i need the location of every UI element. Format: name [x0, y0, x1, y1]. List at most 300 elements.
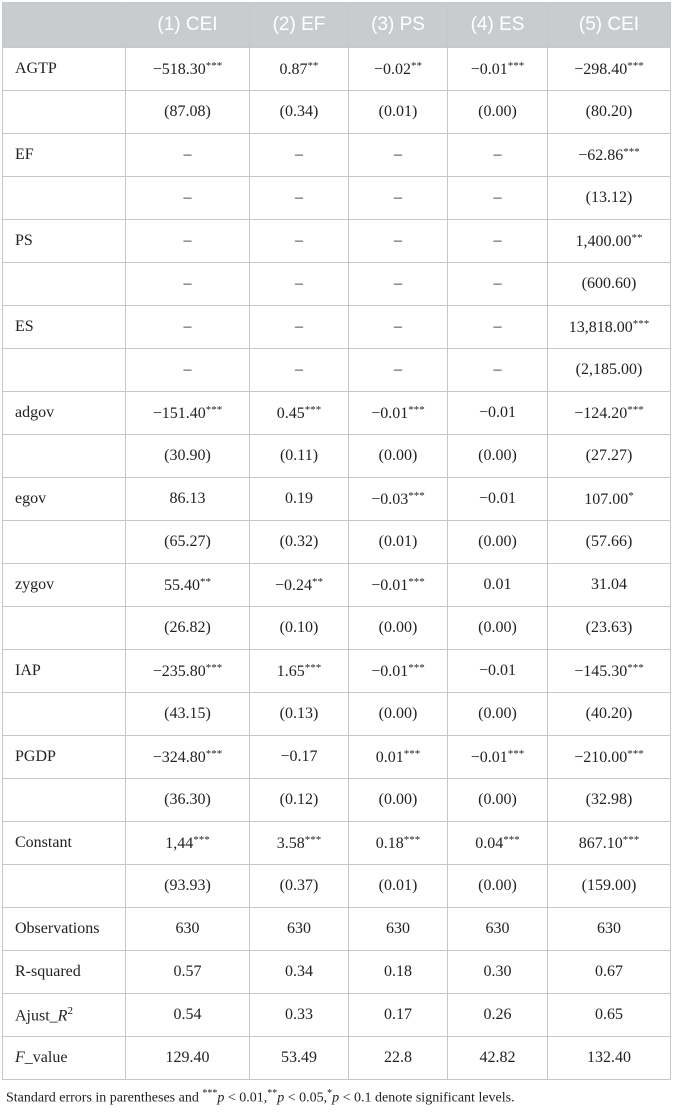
cell-value: (93.93) — [164, 877, 211, 894]
row-label-sup: 2 — [67, 1004, 73, 1017]
row-label — [3, 1037, 126, 1080]
table-row — [3, 1037, 671, 1080]
significance-stars: *** — [408, 575, 425, 588]
table-cell — [250, 951, 349, 994]
cell-value: (0.11) — [279, 447, 319, 464]
cell-value: – — [183, 146, 192, 163]
table-cell — [349, 865, 448, 908]
cell-value: 53.49 — [281, 1049, 317, 1066]
table-cell — [126, 91, 250, 134]
cell-value: (0.00) — [478, 103, 517, 120]
table-cell — [349, 779, 448, 822]
cell-value: (0.32) — [279, 533, 319, 550]
table-row — [3, 994, 671, 1037]
table-cell — [250, 650, 349, 693]
table-cell — [126, 1037, 250, 1080]
table-cell — [349, 994, 448, 1037]
row-label: AGTP — [3, 48, 126, 91]
footnote-stars: ** — [267, 1088, 278, 1099]
row-label: Observations — [3, 908, 126, 951]
table-row — [3, 220, 671, 263]
table-row — [3, 564, 671, 607]
table-cell — [448, 779, 548, 822]
row-label — [3, 994, 126, 1037]
table-cell — [448, 435, 548, 478]
row-label — [3, 349, 126, 392]
cell-value: 630 — [287, 920, 311, 937]
row-label — [3, 693, 126, 736]
footnote-text: Standard errors in parentheses and — [6, 1090, 203, 1106]
significance-stars: *** — [507, 59, 525, 72]
cell-value: – — [183, 318, 192, 335]
header-cell-blank — [3, 3, 126, 48]
table-cell — [126, 908, 250, 951]
table-cell — [548, 607, 671, 650]
cell-value: – — [493, 232, 502, 249]
row-label: IAP — [3, 650, 126, 693]
cell-value: (0.00) — [378, 619, 418, 636]
cell-value: 630 — [175, 920, 200, 937]
table-row — [3, 908, 671, 951]
table-cell — [250, 607, 349, 650]
table-row — [3, 134, 671, 177]
table-cell — [126, 392, 250, 435]
table-cell — [548, 822, 671, 865]
table-cell — [349, 693, 448, 736]
header-cell-model-4: (4) ES — [448, 3, 548, 48]
table-cell — [548, 134, 671, 177]
cell-value: −210.00 — [574, 748, 628, 766]
cell-value: (13.12) — [585, 189, 633, 206]
cell-value: 0.18 — [384, 963, 412, 980]
table-cell — [349, 392, 448, 435]
cell-value: 0.54 — [173, 1006, 202, 1023]
cell-value: – — [394, 275, 402, 292]
table-cell — [448, 48, 548, 91]
significance-stars: *** — [403, 833, 421, 846]
cell-value: 1.65 — [276, 662, 305, 680]
cell-value: 31.04 — [591, 576, 627, 593]
cell-value: – — [183, 275, 192, 292]
cell-value: – — [493, 318, 502, 335]
cell-value: −0.01 — [371, 576, 409, 594]
table-cell — [126, 564, 250, 607]
table-cell — [548, 693, 671, 736]
row-label — [3, 521, 126, 564]
table-cell — [548, 564, 671, 607]
significance-stars: ** — [312, 575, 324, 588]
regression-table — [2, 2, 671, 1080]
significance-stars: *** — [627, 661, 644, 674]
table-cell — [448, 994, 548, 1037]
cell-value: (0.00) — [378, 791, 418, 808]
cell-value: – — [394, 189, 402, 206]
table-cell — [448, 822, 548, 865]
cell-value: 86.13 — [169, 490, 206, 507]
cell-value: (0.00) — [478, 791, 517, 808]
table-cell — [250, 263, 349, 306]
cell-value: −0.01 — [478, 662, 517, 679]
cell-value: (0.01) — [378, 877, 418, 894]
table-cell — [349, 177, 448, 220]
cell-value: (159.00) — [581, 877, 637, 894]
significance-stars: *** — [193, 833, 210, 846]
significance-stars: *** — [205, 403, 223, 416]
cell-value: (0.00) — [478, 619, 517, 636]
cell-value: – — [295, 318, 303, 335]
cell-value: – — [493, 275, 502, 292]
cell-value: – — [183, 189, 192, 206]
table-cell — [126, 134, 250, 177]
cell-value: (0.13) — [279, 705, 319, 722]
table-cell — [548, 994, 671, 1037]
table-cell — [548, 521, 671, 564]
row-label: adgov — [3, 392, 126, 435]
row-label: R-squared — [3, 951, 126, 994]
table-cell — [548, 91, 671, 134]
table-cell — [349, 306, 448, 349]
table-cell — [349, 48, 448, 91]
table-cell — [448, 908, 548, 951]
table-cell — [126, 435, 250, 478]
table-cell — [349, 908, 448, 951]
significance-stars: *** — [205, 661, 223, 674]
table-row — [3, 865, 671, 908]
cell-value: 0.01 — [375, 748, 404, 766]
table-cell — [548, 263, 671, 306]
cell-value: (65.27) — [164, 533, 211, 550]
cell-value: 132.40 — [587, 1049, 631, 1066]
table-row — [3, 91, 671, 134]
table-cell — [126, 822, 250, 865]
cell-value: (0.00) — [478, 877, 517, 894]
table-cell — [548, 650, 671, 693]
table-cell — [448, 220, 548, 263]
cell-value: −0.01 — [470, 60, 508, 78]
cell-value: – — [394, 361, 402, 378]
table-cell — [126, 263, 250, 306]
row-label-italic: R — [57, 1007, 68, 1025]
table-row — [3, 435, 671, 478]
cell-value: 0.17 — [384, 1006, 412, 1023]
table-cell — [349, 91, 448, 134]
table-cell — [126, 48, 250, 91]
cell-value: – — [493, 189, 502, 206]
table-row — [3, 478, 671, 521]
cell-value: 0.04 — [475, 834, 504, 852]
table-cell — [250, 435, 349, 478]
table-cell — [448, 177, 548, 220]
table-cell — [250, 1037, 349, 1080]
cell-value: −0.01 — [371, 662, 409, 680]
table-row — [3, 521, 671, 564]
footnote-p: p — [217, 1090, 225, 1106]
significance-stars: *** — [403, 747, 421, 760]
row-label-text: _value — [24, 1049, 68, 1066]
cell-value: 55.40 — [164, 576, 200, 594]
table-cell — [250, 865, 349, 908]
cell-value: (0.10) — [279, 619, 319, 636]
significance-stars: ** — [411, 59, 423, 72]
row-label: egov — [3, 478, 126, 521]
table-cell — [448, 865, 548, 908]
table-cell — [548, 736, 671, 779]
cell-value: 0.33 — [285, 1006, 313, 1023]
table-cell — [548, 865, 671, 908]
table-cell — [250, 177, 349, 220]
table-row — [3, 607, 671, 650]
cell-value: 0.57 — [173, 963, 202, 980]
cell-value: −0.03 — [371, 490, 409, 508]
table-row — [3, 736, 671, 779]
cell-value: 13,818.00 — [568, 318, 633, 336]
row-label: ES — [3, 306, 126, 349]
table-cell — [250, 822, 349, 865]
table-cell — [250, 306, 349, 349]
cell-value: (0.00) — [378, 447, 418, 464]
cell-value: −0.17 — [280, 748, 318, 765]
footnote-stars: * — [327, 1088, 333, 1099]
regression-table-container — [2, 2, 670, 1080]
table-cell — [349, 951, 448, 994]
table-row — [3, 693, 671, 736]
significance-stars: *** — [627, 403, 644, 416]
table-cell — [349, 263, 448, 306]
cell-value: – — [295, 232, 303, 249]
cell-value: (26.82) — [164, 619, 211, 636]
cell-value: (57.66) — [585, 533, 633, 550]
table-cell — [548, 1037, 671, 1080]
table-row — [3, 263, 671, 306]
significance-stars: *** — [408, 661, 425, 674]
cell-value: 630 — [485, 920, 510, 937]
cell-value: (0.37) — [279, 877, 319, 894]
cell-value: 1,44 — [165, 834, 194, 852]
row-label: Constant — [3, 822, 126, 865]
table-cell — [548, 392, 671, 435]
cell-value: 630 — [597, 920, 621, 937]
cell-value: −62.86 — [578, 146, 624, 164]
table-cell — [448, 349, 548, 392]
significance-stars: *** — [507, 747, 525, 760]
cell-value: 0.45 — [276, 404, 305, 422]
table-cell — [126, 994, 250, 1037]
significance-stars: *** — [304, 661, 322, 674]
cell-value: −151.40 — [152, 404, 206, 422]
table-cell — [126, 177, 250, 220]
footnote-text: < 0.05, — [284, 1090, 328, 1106]
cell-value: – — [183, 361, 192, 378]
table-cell — [349, 521, 448, 564]
cell-value: (0.12) — [279, 791, 319, 808]
header-cell-model-3: (3) PS — [349, 3, 448, 48]
cell-value: – — [493, 146, 502, 163]
table-cell — [126, 521, 250, 564]
table-cell — [448, 650, 548, 693]
table-cell — [250, 91, 349, 134]
cell-value: (0.00) — [478, 705, 517, 722]
cell-value: (0.00) — [478, 447, 517, 464]
table-cell — [548, 177, 671, 220]
cell-value: −0.01 — [478, 404, 517, 421]
cell-value: – — [183, 232, 192, 249]
cell-value: −235.80 — [152, 662, 206, 680]
cell-value: (87.08) — [164, 103, 211, 120]
table-cell — [250, 564, 349, 607]
table-cell — [448, 1037, 548, 1080]
significance-stars: *** — [205, 59, 223, 72]
cell-value: (80.20) — [585, 103, 633, 120]
cell-value: 0.67 — [595, 963, 623, 980]
table-cell — [448, 607, 548, 650]
cell-value: – — [493, 361, 502, 378]
row-label — [3, 263, 126, 306]
table-cell — [250, 994, 349, 1037]
table-cell — [548, 435, 671, 478]
table-cell — [250, 48, 349, 91]
cell-value: – — [295, 361, 303, 378]
cell-value: (2,185.00) — [575, 361, 643, 378]
footnote-text: < 0.01, — [224, 1090, 268, 1106]
table-cell — [448, 306, 548, 349]
cell-value: (0.01) — [378, 533, 418, 550]
cell-value: 129.40 — [165, 1049, 210, 1066]
row-label: zygov — [3, 564, 126, 607]
significance-stars: *** — [632, 317, 650, 330]
table-cell — [349, 822, 448, 865]
footnote-text: < 0.1 denote significant levels. — [339, 1090, 515, 1106]
table-cell — [448, 392, 548, 435]
row-label — [3, 865, 126, 908]
cell-value: (43.15) — [164, 705, 211, 722]
table-cell — [250, 478, 349, 521]
table-cell — [349, 650, 448, 693]
header-row — [3, 3, 671, 48]
cell-value: 0.19 — [285, 490, 313, 507]
table-cell — [126, 736, 250, 779]
table-cell — [250, 736, 349, 779]
cell-value: – — [394, 146, 402, 163]
cell-value: 0.34 — [285, 963, 313, 980]
table-cell — [349, 607, 448, 650]
table-cell — [448, 478, 548, 521]
cell-value: (0.00) — [378, 705, 418, 722]
cell-value: −518.30 — [152, 60, 206, 78]
header-cell-model-1: (1) CEI — [126, 3, 250, 48]
cell-value: (30.90) — [164, 447, 211, 464]
table-row — [3, 349, 671, 392]
cell-value: – — [295, 146, 303, 163]
table-cell — [548, 478, 671, 521]
cell-value: – — [394, 318, 402, 335]
cell-value: 0.30 — [483, 963, 512, 980]
table-cell — [250, 908, 349, 951]
cell-value: 0.18 — [375, 834, 404, 852]
table-cell — [548, 220, 671, 263]
cell-value: – — [295, 275, 303, 292]
row-label — [3, 779, 126, 822]
cell-value: 42.82 — [479, 1049, 516, 1066]
significance-stars: ** — [631, 231, 643, 244]
significance-stars: *** — [627, 59, 644, 72]
significance-stars: *** — [304, 833, 322, 846]
significance-stars: *** — [304, 403, 322, 416]
table-row — [3, 392, 671, 435]
header-cell-model-5: (5) CEI — [548, 3, 671, 48]
cell-value: – — [394, 232, 402, 249]
table-cell — [126, 951, 250, 994]
table-cell — [250, 349, 349, 392]
table-row — [3, 951, 671, 994]
table-row — [3, 48, 671, 91]
cell-value: 3.58 — [276, 834, 305, 852]
table-cell — [448, 91, 548, 134]
row-label: EF — [3, 134, 126, 177]
footnote-stars: *** — [202, 1088, 218, 1099]
significance-stars: *** — [622, 833, 640, 846]
table-cell — [448, 521, 548, 564]
table-body — [3, 48, 671, 1080]
table-cell — [126, 693, 250, 736]
cell-value: −298.40 — [574, 60, 628, 78]
row-label: PS — [3, 220, 126, 263]
cell-value: 0.65 — [595, 1006, 623, 1023]
cell-value: −124.20 — [574, 404, 628, 422]
table-cell — [448, 736, 548, 779]
table-cell — [250, 779, 349, 822]
row-label — [3, 91, 126, 134]
cell-value: 0.87 — [279, 60, 308, 78]
row-label-italic: F — [15, 1049, 25, 1066]
table-footnote — [6, 1088, 515, 1107]
row-label — [3, 435, 126, 478]
significance-stars: *** — [408, 489, 425, 502]
header-cell-model-2: (2) EF — [250, 3, 349, 48]
table-row — [3, 650, 671, 693]
footnote-p: p — [277, 1090, 285, 1106]
table-cell — [349, 134, 448, 177]
row-label-text: Ajust_ — [15, 1007, 58, 1025]
table-cell — [250, 521, 349, 564]
table-cell — [548, 349, 671, 392]
cell-value: −0.02 — [373, 60, 412, 78]
significance-stars: ** — [200, 575, 211, 588]
cell-value: (0.01) — [378, 103, 418, 120]
cell-value: – — [295, 189, 303, 206]
table-cell — [126, 306, 250, 349]
table-cell — [548, 306, 671, 349]
table-cell — [126, 220, 250, 263]
row-label — [3, 607, 126, 650]
table-row — [3, 177, 671, 220]
row-label — [3, 177, 126, 220]
table-cell — [126, 478, 250, 521]
table-cell — [250, 392, 349, 435]
table-row — [3, 822, 671, 865]
table-cell — [126, 779, 250, 822]
cell-value: (32.98) — [585, 791, 633, 808]
table-cell — [349, 736, 448, 779]
table-row — [3, 779, 671, 822]
table-row — [3, 306, 671, 349]
footnote-p: p — [332, 1090, 340, 1106]
cell-value: −0.01 — [470, 748, 508, 766]
cell-value: 630 — [386, 920, 410, 937]
table-cell — [126, 607, 250, 650]
table-cell — [349, 1037, 448, 1080]
table-cell — [548, 779, 671, 822]
table-cell — [126, 865, 250, 908]
